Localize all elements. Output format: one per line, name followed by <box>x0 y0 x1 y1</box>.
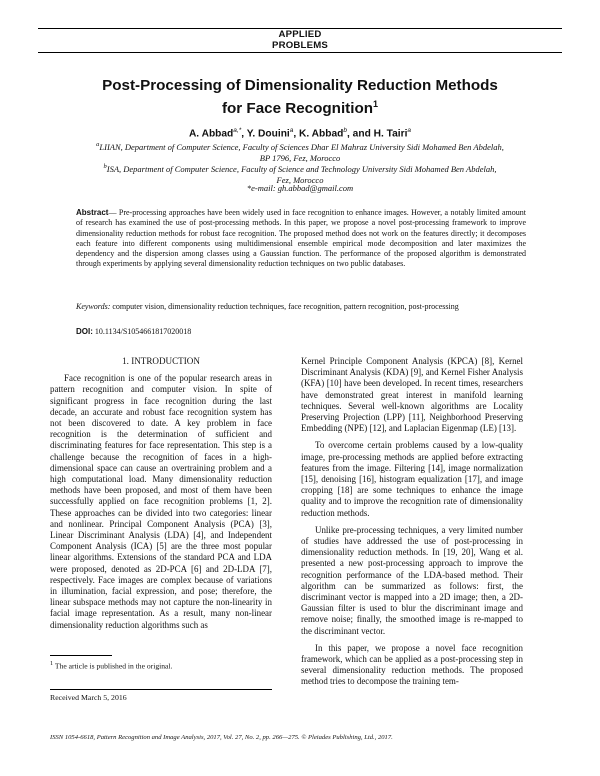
author-sup: a,* <box>233 127 242 134</box>
keywords-label: Keywords: <box>76 302 111 311</box>
abstract <box>76 208 526 270</box>
right-column <box>301 356 523 688</box>
paragraph: In this paper, we propose a novel face recognition framework, which can be applied as a post-processing step in several dimensionality reduction methods. The proposed method tries to decompose the training tem- <box>301 642 523 687</box>
doi-value: 10.1134/S1054661817020018 <box>92 327 192 336</box>
section-tag-line1: APPLIED <box>278 29 322 40</box>
header-rule <box>38 52 562 53</box>
title-line2: for Face Recognition <box>221 100 374 118</box>
contact-email: *e-mail: gh.abbad@gmail.com <box>246 183 354 193</box>
left-column <box>50 356 272 631</box>
footnote-mark: 1 <box>50 660 54 667</box>
abstract-text: — Pre-processing approaches have been widely used in face recognition to enhance images. However, a notably limited amount of research has examined the use of post-processing methods. In this paper, we propose a novel post-processing framework to improve dimensionality reduction methods for robust face recognition. The proposed method does not work on the features directly; it decomposes each feature into different components using multidimensional ensemble empirical mode decomposition and later maximizes the dependency and the dispersion among classes using a Gaussian function. The performance of the proposed algorithm is demonstrated through experiments by applying several dimensionality reduction techniques on two public databases. <box>76 208 526 269</box>
author-name: Y. Douini <box>246 128 290 140</box>
keywords <box>76 302 526 312</box>
paragraph: To overcome certain problems caused by a low-quality image, pre-processing methods are applied before extracting features from the image. Filtering [14], image normalization [15], denoising [16], histogram equalization [17], and image cropping [18] are some techniques to enhance the image quality and to improve the recognition rate of dimensionality reduction methods. <box>301 440 523 518</box>
received-date: Received March 5, 2016 <box>50 693 127 702</box>
author-sup: b <box>343 127 348 134</box>
section-tag <box>0 30 600 51</box>
section-heading: 1. INTRODUCTION <box>122 356 200 366</box>
keywords-text: computer vision, dimensionality reduction techniques, face recognition, pattern recognition, post-processing <box>110 302 459 311</box>
affiliation-b-line2: Fez, Morocco <box>276 174 324 185</box>
author-name: K. Abbad <box>299 128 344 140</box>
paragraph: Kernel Principle Component Analysis (KPCA) [8], Kernel Discriminant Analysis (KDA) [9], and Kernel Fisher Analysis (KFA) [10] have been developed. In recent times, researchers have demonstrated great interest in manifold learning techniques. Several well-known algorithms are Locality Preserving Projection (LPP) [11], Neighborhood Preserving Embedding (NPE) [12], and Laplacian Eigenmap (LE) [13]. <box>301 356 523 434</box>
affiliation-b-line1: ISA, Department of Computer Science, Faculty of Science and Technology University Sidi Mohamed Ben Abdelah, <box>106 163 497 174</box>
doi <box>76 327 526 337</box>
section-tag-line2: PROBLEMS <box>272 39 328 51</box>
affiliation-mark: b <box>103 163 107 170</box>
affiliation-a-line1: LIIAN, Department of Computer Science, Faculty of Sciences Dhar El Mahraz University Sidi Mohamed Ben Abdelah, <box>99 141 504 152</box>
footnote-text: The article is published in the original. <box>53 661 173 671</box>
affiliation-a-line2: BP 1796, Fez, Morocco <box>259 152 341 163</box>
paragraph: Unlike pre-processing techniques, a very limited number of studies have addressed the use of post-processing in dimensionality reduction methods. In [19, 20], Wang et al. presented a new post-processing approach to improve the recognition performance of the LDA-based method. Their algorithm can be summarized as follows: first, the discriminant vector is mapped into a 2D image; then, a 2D-Gaussian filter is used to blur the discriminant image and remove noise; finally, the smoothed image is re-mapped to the discriminant vector. <box>301 524 523 636</box>
abstract-label: Abstract <box>76 208 109 217</box>
footnote-rule <box>50 655 112 656</box>
footnote <box>50 659 272 671</box>
author-sup: a <box>289 127 294 134</box>
paragraph: Face recognition is one of the popular research areas in pattern recognition and computer vision. In spite of significant progress in face recognition during the last decade, an accurate and robust face recognition system has not been discovered to date. A key problem in face recognition is the determination of sufficient and discriminating features for face representation. This step is a challenge because the recognition of faces in a high-dimensional space can cause an overtraining problem and a high computational load. Many dimensionality reduction methods have been proposed, and most of them have been successfully applied on face recognition problems [1, 2]. These approaches can be divided into two categories: linear and nonlinear. Principal Component Analysis (PCA) [3], Linear Discriminant Analysis (LDA) [4], and Independent Component Analysis (ICA) [5] are the three most popular linear algorithms. Extensions of the standard PCA and LDA were proposed, denoted as 2D-PCA [6] and 2D-LDA [7], respectively. Face images are complex because of variations in illumination, facial expression, and pose; therefore, the linear subspace methods may not capture the non-linearity in facial image representation. As a result, many non-linear dimensionality reduction algorithms such as <box>50 373 272 630</box>
author-list: A. Abbad$^{a,*}$, Y. Douini$^a$, K. Abbad$^b$, and H. Tairi$^a$ <box>188 127 412 140</box>
received-rule <box>50 689 272 690</box>
title-line1: Post-Processing of Dimensionality Reduction Methods <box>102 77 498 94</box>
top-rule <box>38 28 562 29</box>
journal-footer: ISSN 1054-6618, Pattern Recognition and Image Analysis, 2017, Vol. 27, No. 2, pp. 266—275. © Pleiades Publishing, Ltd., 2017. <box>50 734 393 741</box>
author-name: A. Abbad <box>188 128 234 140</box>
author-name: H. Tairi <box>373 128 408 140</box>
paper-title <box>40 76 560 118</box>
title-footnote-mark: 1 <box>373 99 379 109</box>
affiliation-mark: a <box>96 141 100 148</box>
doi-label: DOI: <box>76 327 93 336</box>
author-sup: a <box>407 127 412 134</box>
